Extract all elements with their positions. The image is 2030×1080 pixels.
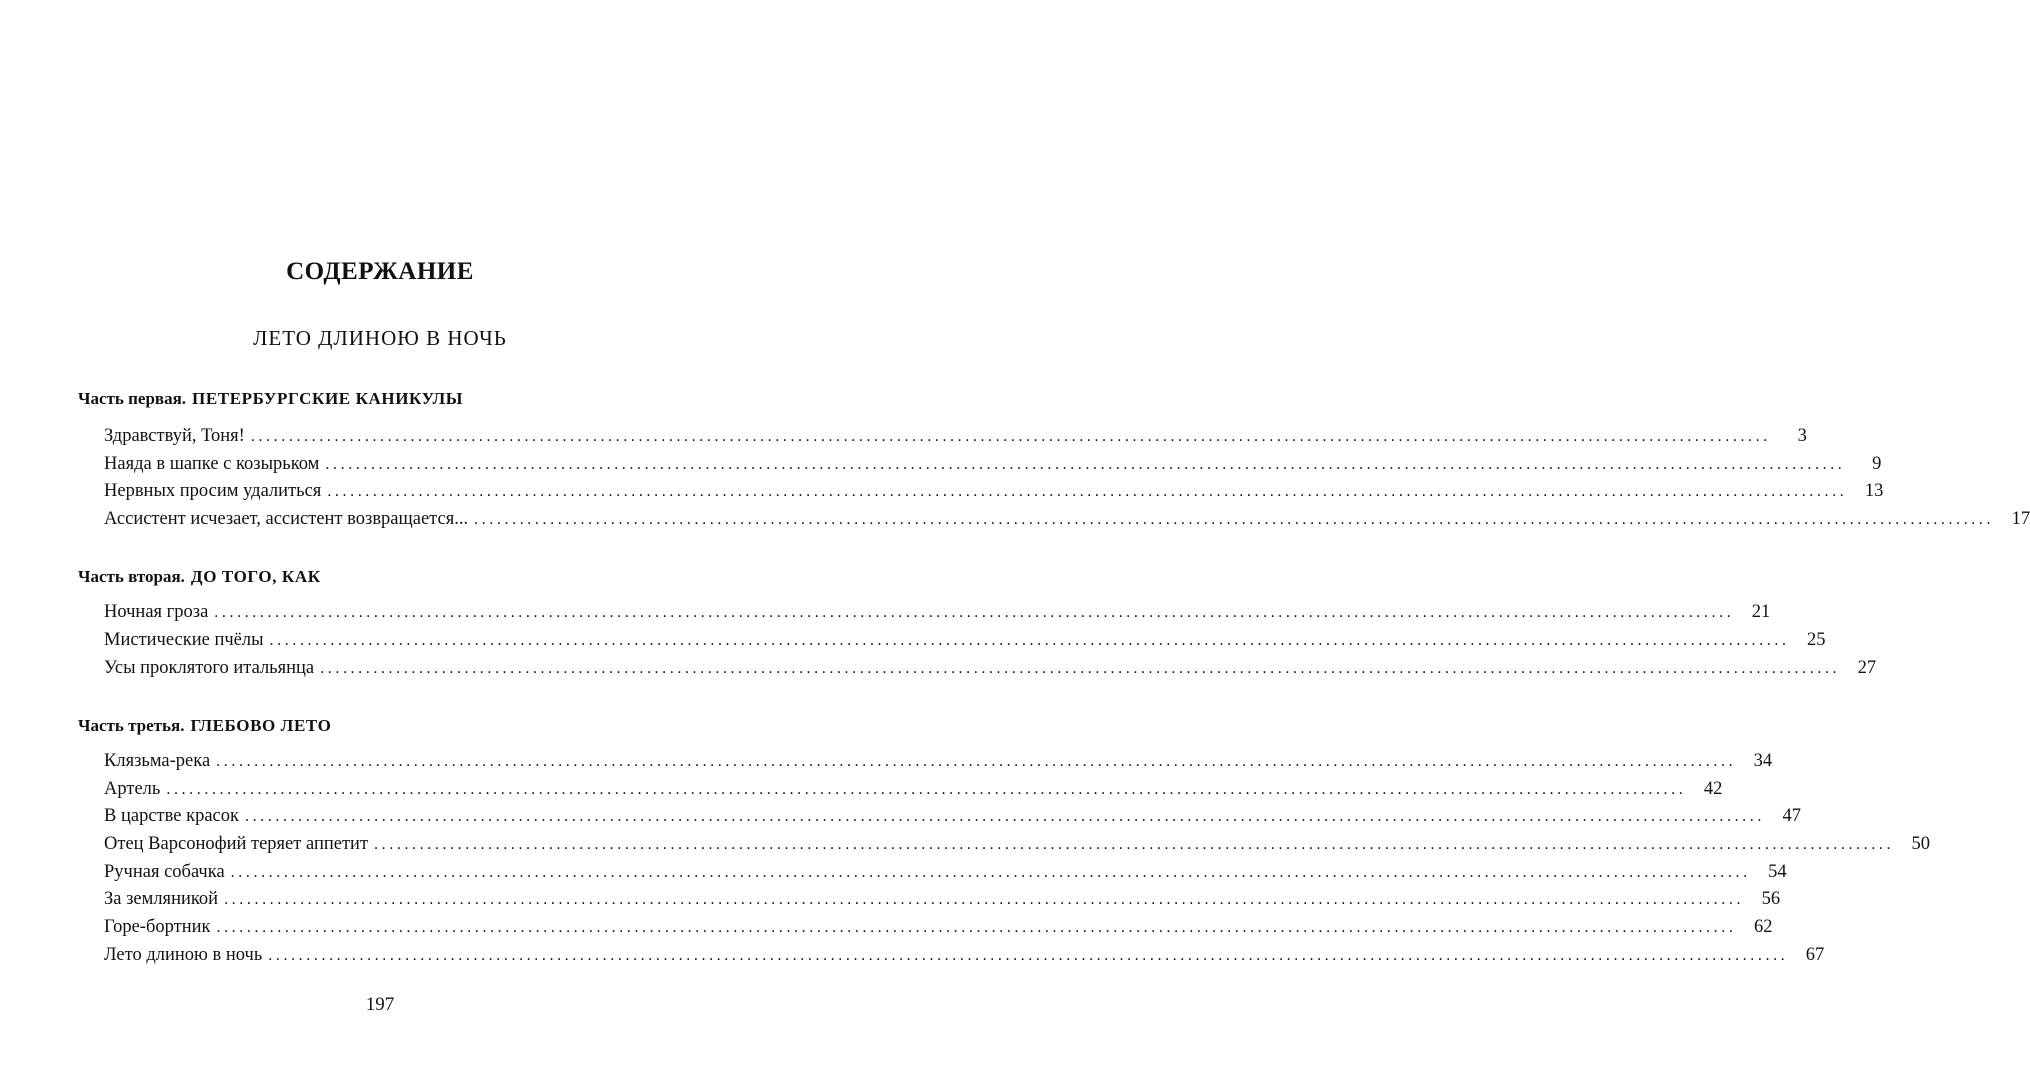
toc-entry-title: В царстве красок bbox=[104, 806, 239, 826]
toc-entry-page: 42 bbox=[1703, 779, 1723, 799]
toc-entry[interactable] bbox=[104, 889, 1781, 913]
toc-entry-page: 56 bbox=[1761, 889, 1781, 909]
toc-leader-dots: ........................................................................................................................................................................................................ bbox=[374, 836, 1895, 853]
toc-entry-title: Усы проклятого итальянца bbox=[104, 658, 315, 678]
toc-leader-dots: ........................................................................................................................................................................................................ bbox=[166, 781, 1687, 798]
toc-entry-title: Отец Варсонофий теряет аппетит bbox=[104, 834, 369, 854]
toc-entry-page: 54 bbox=[1768, 862, 1787, 882]
toc-entry[interactable] bbox=[104, 509, 2030, 533]
toc-entry-title: Артель bbox=[104, 779, 161, 799]
part-label: Часть вторая. bbox=[78, 567, 185, 586]
toc-leader-dots: ........................................................................................................................................................................................................ bbox=[325, 456, 1846, 473]
toc-entry[interactable] bbox=[104, 779, 1723, 803]
toc-leader-dots: ........................................................................................................................................................................................................ bbox=[216, 919, 1737, 936]
toc-entry-page: 67 bbox=[1805, 945, 1825, 965]
toc-entry-title: За земляникой bbox=[104, 889, 219, 909]
toc-entry-title: Лето длиною в ночь bbox=[104, 945, 263, 965]
toc-leader-dots: ........................................................................................................................................................................................................ bbox=[268, 947, 1789, 964]
part-heading-2 bbox=[78, 567, 321, 587]
toc-entry[interactable] bbox=[104, 481, 1884, 505]
toc-entry-page: 34 bbox=[1753, 751, 1773, 771]
toc-leader-dots: ........................................................................................................................................................................................................ bbox=[216, 753, 1737, 770]
part-name: ПЕТЕРБУРГСКИЕ КАНИКУЛЫ bbox=[192, 389, 464, 408]
toc-entry[interactable] bbox=[104, 658, 1877, 682]
part-label: Часть первая. bbox=[78, 389, 187, 408]
toc-entry[interactable] bbox=[104, 917, 1773, 941]
toc-entry-page: 13 bbox=[1864, 481, 1884, 501]
toc-entry-page: 27 bbox=[1857, 658, 1877, 678]
toc-entry[interactable] bbox=[104, 751, 1773, 775]
toc-entry-title: Наяда в шапке с козырьком bbox=[104, 454, 320, 474]
toc-entry-title: Здравствуй, Тоня! bbox=[104, 426, 245, 446]
toc-leader-dots: ........................................................................................................................................................................................................ bbox=[327, 483, 1848, 500]
toc-entry-title: Нервных просим удалиться bbox=[104, 481, 322, 501]
toc-entry-title: Мистические пчёлы bbox=[104, 630, 264, 650]
toc-entry[interactable] bbox=[104, 862, 1787, 886]
toc-leader-dots: ........................................................................................................................................................................................................ bbox=[230, 864, 1751, 881]
part-heading-1 bbox=[78, 389, 463, 409]
toc-entry[interactable] bbox=[104, 806, 1801, 830]
toc-entry-title: Ручная собачка bbox=[104, 862, 225, 882]
toc-leader-dots: ........................................................................................................................................................................................................ bbox=[474, 511, 1995, 528]
page-number: 197 bbox=[365, 994, 395, 1015]
toc-entry-page: 3 bbox=[1797, 426, 1807, 446]
toc-entry[interactable] bbox=[104, 602, 1771, 626]
toc-entry[interactable] bbox=[104, 426, 1807, 450]
toc-leader-dots: ........................................................................................................................................................................................................ bbox=[244, 808, 1765, 825]
part-label: Часть третья. bbox=[78, 716, 185, 735]
toc-entry-title: Горе-бортник bbox=[104, 917, 211, 937]
toc-entry-title: Ассистент исчезает, ассистент возвращается... bbox=[104, 509, 469, 529]
toc-entry-page: 9 bbox=[1872, 454, 1882, 474]
toc-entry[interactable] bbox=[104, 630, 1826, 654]
toc-leader-dots: ........................................................................................................................................................................................................ bbox=[224, 891, 1745, 908]
toc-leader-dots: ........................................................................................................................................................................................................ bbox=[269, 632, 1790, 649]
toc-entry-title: Ночная гроза bbox=[104, 602, 209, 622]
toc-entry-title: Клязьма-река bbox=[104, 751, 211, 771]
toc-entry-page: 50 bbox=[1911, 834, 1931, 854]
toc-entry-page: 21 bbox=[1751, 602, 1771, 622]
toc-leader-dots: ........................................................................................................................................................................................................ bbox=[214, 604, 1735, 621]
toc-leader-dots: ........................................................................................................................................................................................................ bbox=[320, 660, 1841, 677]
toc-entry[interactable] bbox=[104, 834, 1931, 858]
toc-entry-page: 25 bbox=[1807, 630, 1826, 650]
toc-entry[interactable] bbox=[104, 454, 1882, 478]
toc-entry[interactable] bbox=[104, 945, 1825, 969]
page-title: СОДЕРЖАНИЕ bbox=[286, 258, 474, 285]
toc-entry-page: 17 bbox=[2011, 509, 2030, 529]
toc-entry-page: 47 bbox=[1782, 806, 1801, 826]
part-heading-3 bbox=[78, 716, 331, 736]
part-name: ГЛЕБОВО ЛЕТО bbox=[190, 716, 332, 735]
toc-entry-page: 62 bbox=[1753, 917, 1773, 937]
book-title: ЛЕТО ДЛИНОЮ В НОЧЬ bbox=[253, 326, 507, 350]
toc-leader-dots: ........................................................................................................................................................................................................ bbox=[250, 428, 1771, 445]
part-name: ДО ТОГО, КАК bbox=[190, 567, 321, 586]
